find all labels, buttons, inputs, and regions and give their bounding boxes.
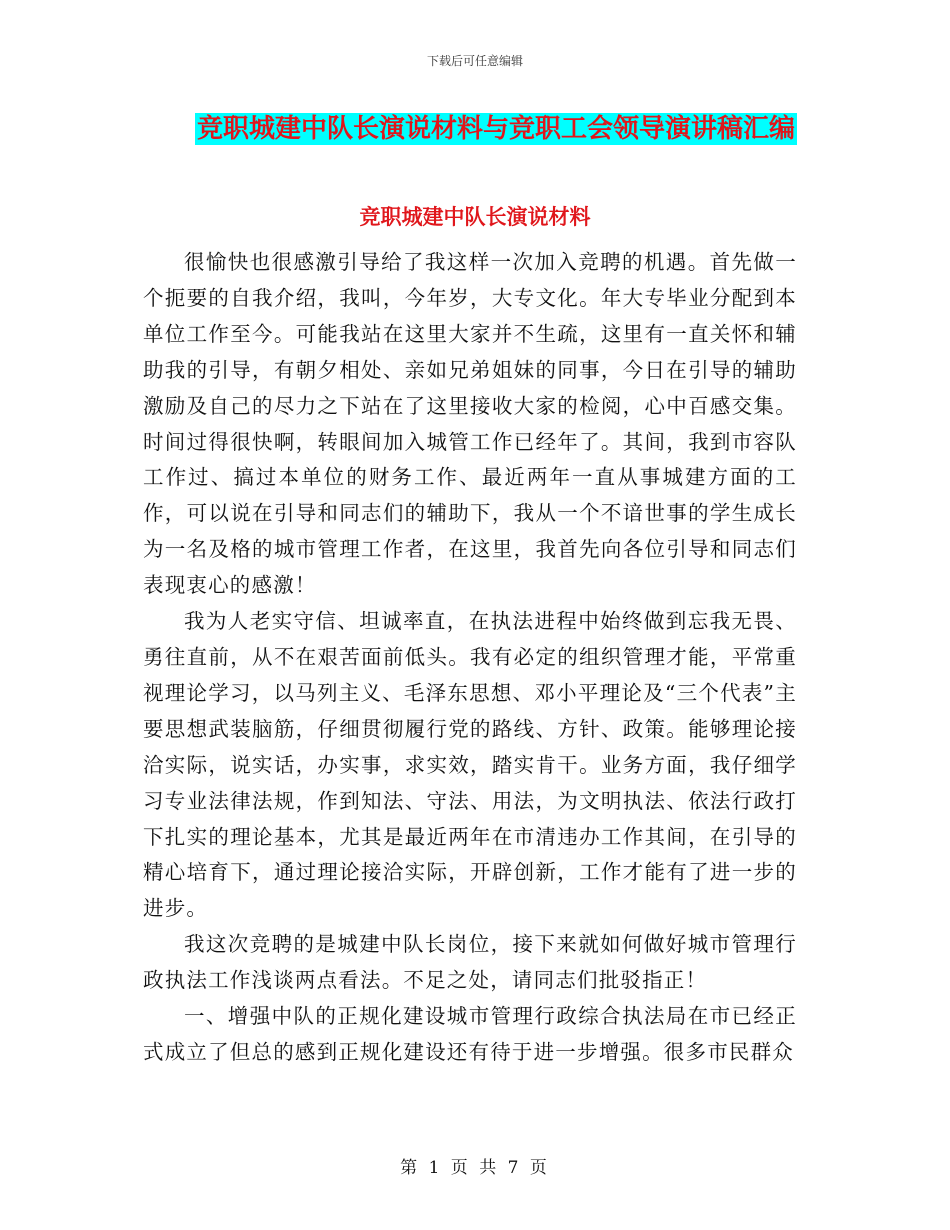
paragraph: 一、增强中队的正规化建设城市管理行政综合执法局在市已经正式成立了但总的感到正规化建设还有待于进一步增强。很多市民群众 <box>143 1004 797 1064</box>
paragraph: 我为人老实守信、坦诚率直，在执法进程中始终做到忘我无畏、勇往直前，从不在艰苦面前低头。我有必定的组织管理才能，平常重视理论学习，以马列主义、毛泽东思想、邓小平理论及“三个代表”主要思想武装脑筋，仔细贯彻履行党的路线、方针、政策。能够理论接洽实际，说实话，办实事，求实效，踏实肯干。业务方面，我仔细学习专业法律法规，作到知法、守法、用法，为文明执法、依法行政打下扎实的理论基本，尤其是最近两年在市清违办工作其间，在引导的精心培育下，通过理论接洽实际，开辟创新，工作才能有了进一步的进步。 <box>143 609 797 921</box>
total-pages-number: 7 <box>507 1158 522 1178</box>
page-footer <box>0 1153 950 1178</box>
paragraph: 我这次竞聘的是城建中队长岗位，接下来就如何做好城市管理行政执法工作浅谈两点看法。不足之处，请同志们批驳指正！ <box>143 932 797 993</box>
page-label-prefix: 第 <box>400 1158 421 1178</box>
body-text <box>143 245 797 1071</box>
section-title: 竞职城建中队长演说材料 <box>359 204 591 229</box>
paragraph: 很愉快也很感激引导给了我这样一次加入竞聘的机遇。首先做一个扼要的自我介绍，我叫，今年岁，大专文化。年大专毕业分配到本单位工作至今。可能我站在这里大家并不生疏，这里有一直关怀和辅助我的引导，有朝夕相处、亲如兄弟姐妹的同事，今日在引导的辅助激励及自己的尽力之下站在了这里接收大家的检阅，心中百感交集。时间过得很快啊，转眼间加入城管工作已经年了。其间，我到市容队工作过、搞过本单位的财务工作、最近两年一直从事城建方面的工作，可以说在引导和同志们的辅助下，我从一个不谙世事的学生成长为一名及格的城市管理工作者，在这里，我首先向各位引导和同志们表现衷心的感激！ <box>143 250 797 598</box>
current-page-number: 1 <box>428 1158 443 1178</box>
document-title: 竞职城建中队长演说材料与竞职工会领导演讲稿汇编 <box>197 114 796 144</box>
header-note: 下载后可任意编辑 <box>426 54 523 68</box>
page-label-mid: 页 共 <box>450 1158 500 1178</box>
page-label-suffix: 页 <box>529 1158 550 1178</box>
